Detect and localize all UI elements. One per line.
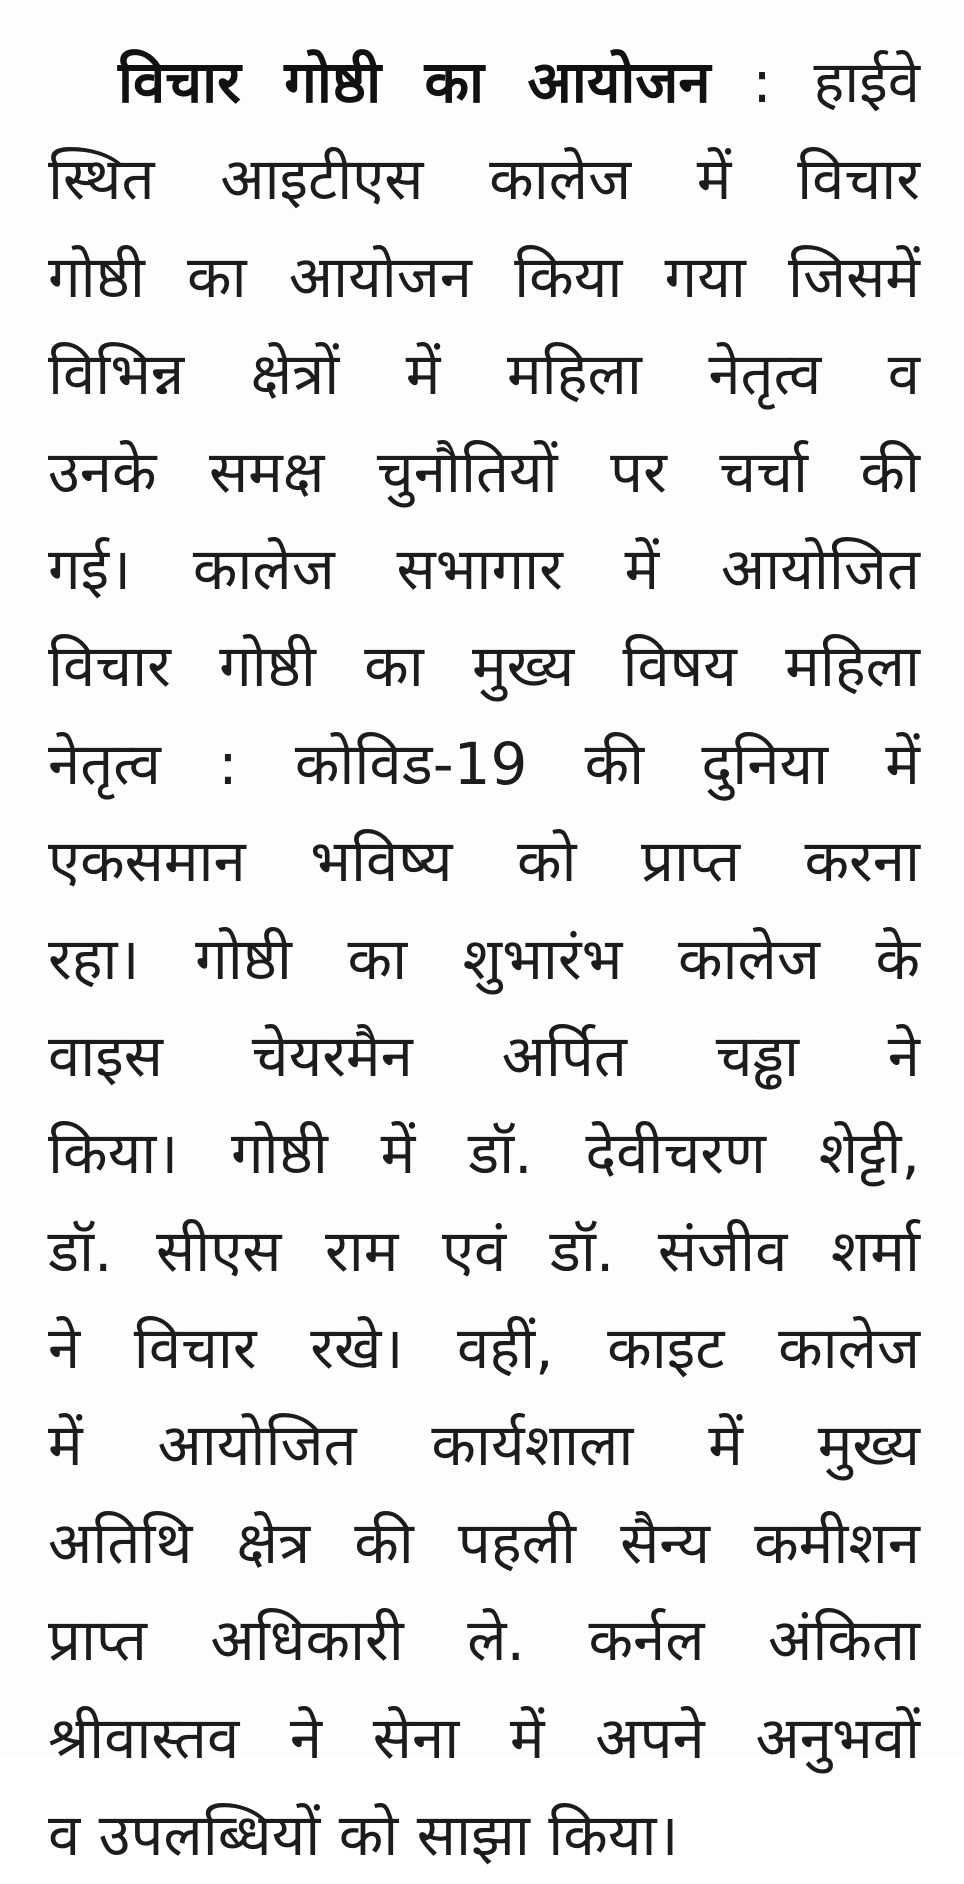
article-text: उनके समक्ष चुनौतियों पर चर्चा की <box>48 437 920 506</box>
article-text: वाइस चेयरमैन अर्पित चड्ढा ने <box>48 1021 920 1090</box>
article-text: विचार गोष्ठी का मुख्य विषय महिला <box>48 632 920 701</box>
article-line-14 <box>48 1300 934 1397</box>
article-text: रहा। गोष्ठी का शुभारंभ कालेज के <box>48 924 920 993</box>
article-headline: विचार गोष्ठी का आयोजन <box>118 48 711 116</box>
article-text: गोष्ठी का आयोजन किया गया जिसमें <box>48 242 920 311</box>
article-line-10 <box>48 911 934 1008</box>
headline-separator: : <box>710 48 814 116</box>
article-line-3 <box>48 229 934 326</box>
article-line-12 <box>48 1105 934 1202</box>
article-text: अतिथि क्षेत्र की पहली सैन्य कमीशन <box>48 1508 920 1577</box>
article-line-1 <box>48 34 934 131</box>
article-line-6 <box>48 521 934 618</box>
article-line-11 <box>48 1008 934 1105</box>
article-text: किया। गोष्ठी में डॉ. देवीचरण शेट्टी, <box>48 1119 920 1188</box>
article-line-2 <box>48 131 934 228</box>
article-line-19 <box>48 1787 934 1884</box>
article-text: स्थित आइटीएस कालेज में विचार <box>48 145 920 214</box>
article-line-9 <box>48 813 934 910</box>
article-line-16 <box>48 1495 934 1592</box>
article-text: विभिन्न क्षेत्रों में महिला नेतृत्व व <box>48 340 920 409</box>
article-text: एकसमान भविष्य को प्राप्त करना <box>48 827 920 896</box>
article-text: व उपलब्धियों को साझा किया। <box>48 1801 679 1870</box>
article-line-5 <box>48 424 934 521</box>
article-text: नेतृत्व : कोविड-19 की दुनिया में <box>48 729 920 798</box>
article-line-8 <box>48 716 934 813</box>
article-text: श्रीवास्तव ने सेना में अपने अनुभवों <box>48 1703 920 1772</box>
article-text: में आयोजित कार्यशाला में मुख्य <box>48 1411 920 1480</box>
article-text: हाईवे <box>813 48 920 116</box>
article-line-15 <box>48 1397 934 1494</box>
article-line-7 <box>48 618 934 715</box>
article-line-18 <box>48 1690 934 1787</box>
article-line-17 <box>48 1592 934 1689</box>
article-text: गई। कालेज सभागार में आयोजित <box>48 534 920 603</box>
article-text: ने विचार रखे। वहीं, काइट कालेज <box>48 1314 920 1383</box>
article-text: प्राप्त अधिकारी ले. कर्नल अंकिता <box>48 1606 920 1675</box>
article-line-13 <box>48 1203 934 1300</box>
article-text: डॉ. सीएस राम एवं डॉ. संजीव शर्मा <box>48 1216 920 1285</box>
article-line-4 <box>48 326 934 423</box>
